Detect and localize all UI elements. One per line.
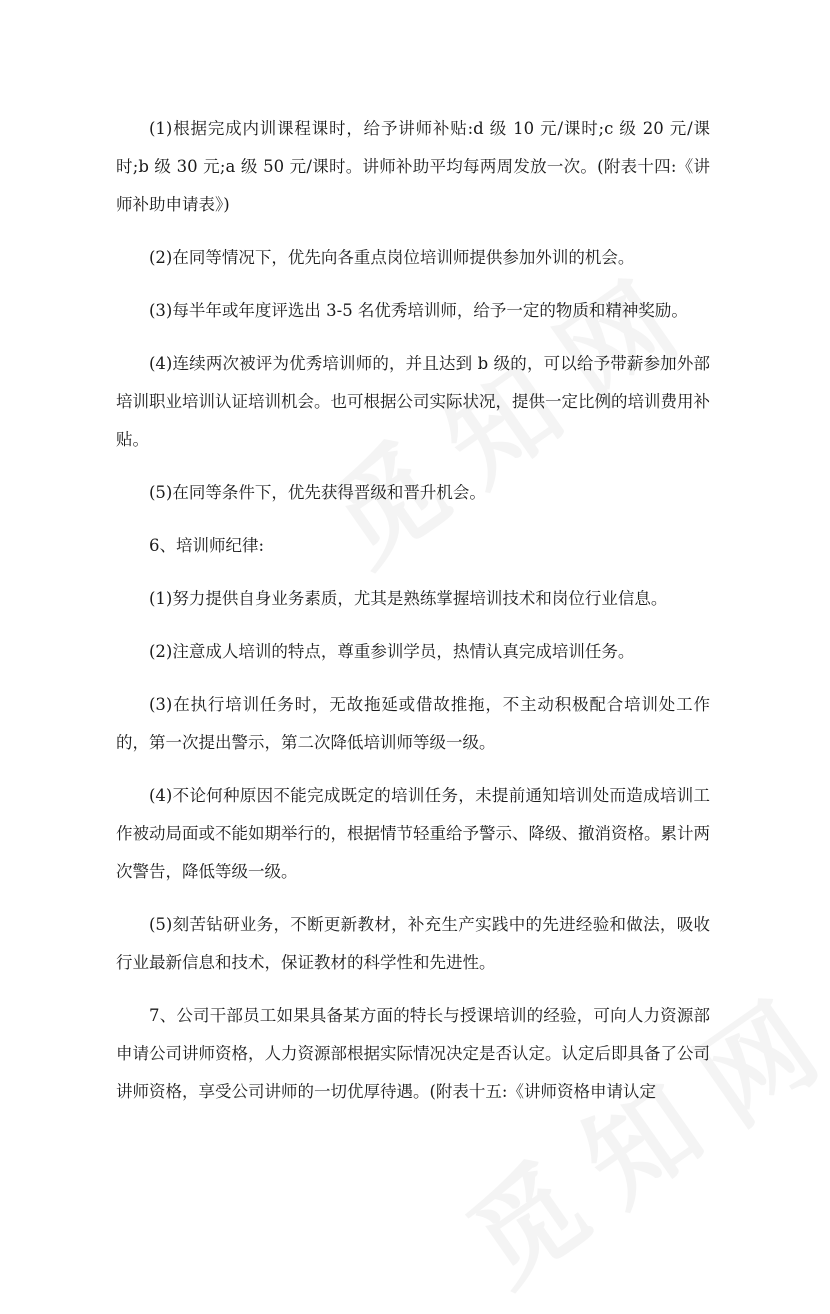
paragraph: 7、公司干部员工如果具备某方面的特长与授课培训的经验，可向人力资源部申请公司讲师资格，人力资源部根据实际情况决定是否认定。认定后即具备了公司讲师资格，享受公司讲师的一切优厚待遇。(附表十五:《讲师资格申请认定 xyxy=(116,1006,710,1101)
paragraph: (3)在执行培训任务时，无故拖延或借故推拖，不主动积极配合培训处工作的，第一次提出警示，第二次降低培训师等级一级。 xyxy=(116,695,710,752)
paragraph: (2)注意成人培训的特点，尊重参训学员，热情认真完成培训任务。 xyxy=(149,642,635,661)
paragraph: (2)在同等情况下，优先向各重点岗位培训师提供参加外训的机会。 xyxy=(149,248,635,267)
paragraph: (3)每半年或年度评选出 3-5 名优秀培训师，给予一定的物质和精神奖励。 xyxy=(149,301,688,320)
paragraph: (1)努力提供自身业务素质，尤其是熟练掌握培训技术和岗位行业信息。 xyxy=(149,589,668,608)
paragraph: (5)在同等条件下，优先获得晋级和晋升机会。 xyxy=(149,483,486,502)
paragraph: (5)刻苦钻研业务，不断更新教材，补充生产实践中的先进经验和做法，吸收行业最新信息和技术，保证教材的科学性和先进性。 xyxy=(116,915,710,972)
paragraph: (4)不论何种原因不能完成既定的培训任务，未提前通知培训处而造成培训工作被动局面或不能如期举行的，根据情节轻重给予警示、降级、撤消资格。累计两次警告，降低等级一级。 xyxy=(116,786,710,881)
document-body xyxy=(116,110,710,1126)
paragraph: (1)根据完成内训课程课时，给予讲师补贴:d 级 10 元/课时;c 级 20 元/课时;b 级 30 元;a 级 50 元/课时。讲师补助平均每两周发放一次。(附表十四:《讲师补助申请表》) xyxy=(116,119,710,214)
paragraph: (4)连续两次被评为优秀培训师的，并且达到 b 级的，可以给予带薪参加外部培训职业培训认证培训机会。也可根据公司实际状况，提供一定比例的培训费用补贴。 xyxy=(116,354,710,449)
section-heading: 6、培训师纪律: xyxy=(149,536,265,555)
